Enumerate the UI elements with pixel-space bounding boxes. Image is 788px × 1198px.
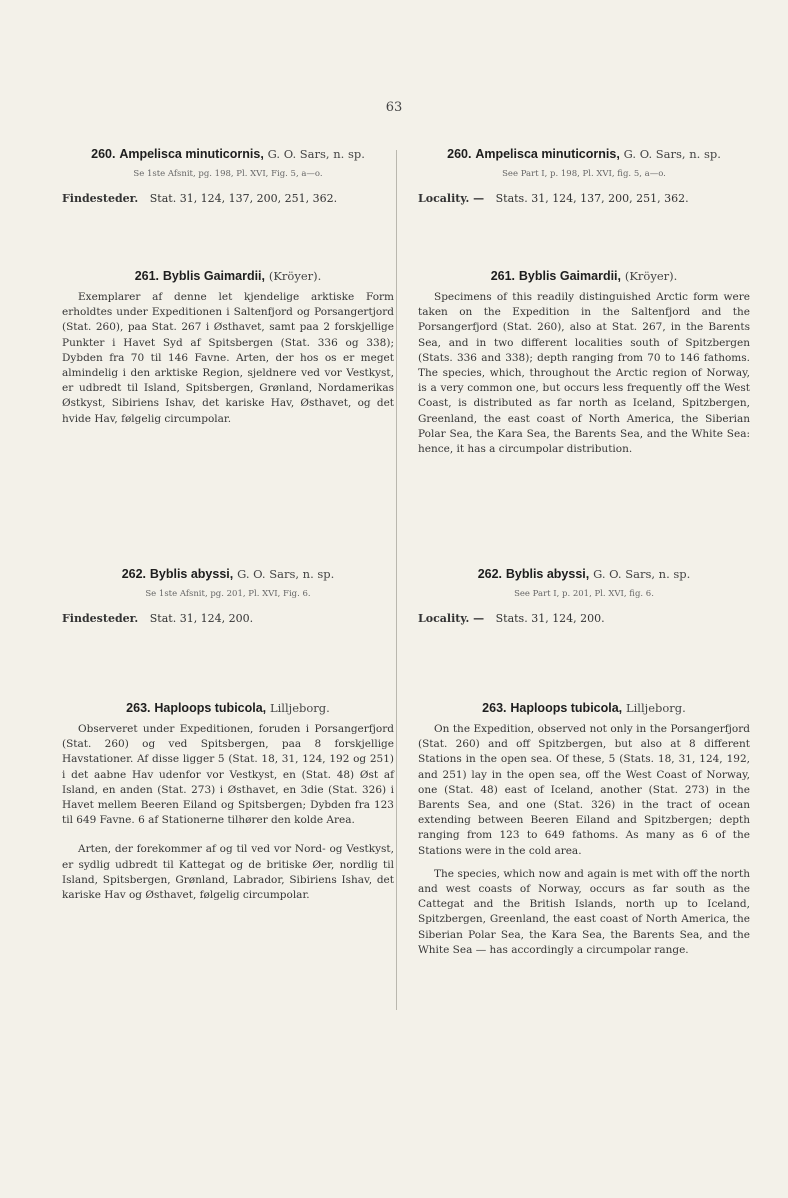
page-number: 63 <box>385 100 403 115</box>
plate-reference: Se 1ste Afsnit, pg. 201, Pl. XVI, Fig. 6. <box>145 589 311 599</box>
species-name: Haploops tubicola, <box>154 701 267 715</box>
entry-heading <box>418 566 750 582</box>
plate-reference: See Part I, p. 201, Pl. XVI, fig. 6. <box>514 589 654 599</box>
description-paragraph: Specimens of this readily distinguished Arctic form were taken on the Expedition in the Saltenfjord and the Porsangerfjord (Stat. 260), also at Stat. 267, in the Barents Sea, and in two different localities south of Spitzbergen (Stats. 336 and 338); depth ranging from 70 to 146 fathoms. The species, which, throughout the Arctic region of Norway, is a very common one, but occurs less frequently off the West Coast, is distributed as far north as Iceland, Spitzbergen, Greenland, the east coast of North America, the Siberian Polar Sea, the Kara Sea, the Barents Sea, and the White Sea: hence, it has a circumpolar distribution. <box>418 291 750 456</box>
entry-number: 263. <box>126 701 151 715</box>
locality-line <box>418 192 750 206</box>
distribution-paragraph: Arten, der forekommer af og til ved vor Nord- og Vestkyst, er sydlig udbredt til Kattegat og de britiske Øer, nordlig til Island, Spitsbergen, Grønland, Labrador, Sibiriens Ishav, det kariske Hav og Østhavet, følgelig circumpolar. <box>62 843 394 902</box>
plate-reference: See Part I, p. 198, Pl. XVI, fig. 5, a—o. <box>502 169 666 179</box>
locality-line <box>62 192 394 206</box>
entry-261-right <box>418 268 750 465</box>
entry-263-left <box>62 700 394 911</box>
species-name: Byblis abyssi, <box>505 567 590 581</box>
species-name: Byblis Gaimardii, <box>162 269 265 283</box>
entry-heading <box>62 146 394 162</box>
entry-number: 262. <box>121 567 147 581</box>
species-name: Ampelisca minuticornis, <box>475 147 620 161</box>
locality-stations: Stats. 31, 124, 200. <box>495 612 605 625</box>
distribution-paragraph: The species, which now and again is met with off the north and west coasts of Norway, occurs as far south as the Cattegat and the British Islands, north up to Iceland, Spitzbergen, Greenland, the east coast of North America, the Siberian Polar Sea, the Kara Sea, the Barents Sea, and the White Sea — has accordingly a circumpolar range. <box>418 867 750 956</box>
species-name: Ampelisca minuticornis, <box>119 147 264 161</box>
locality-label: Findesteder. <box>62 192 139 205</box>
species-author: G. O. Sars, n. sp. <box>623 147 721 161</box>
species-author: G. O. Sars, n. sp. <box>267 147 365 161</box>
entry-number: 262. <box>477 567 503 581</box>
entry-heading <box>418 700 750 716</box>
locality-stations: Stat. 31, 124, 137, 200, 251, 362. <box>149 192 338 205</box>
locality-label: Locality. — <box>418 612 485 625</box>
entry-262-right <box>418 566 750 626</box>
entry-262-left <box>62 566 394 626</box>
species-author: (Kröyer). <box>624 269 678 283</box>
entry-260-right <box>418 146 750 206</box>
entry-heading <box>62 700 394 716</box>
entry-260-left <box>62 146 394 206</box>
entry-number: 261. <box>490 269 516 283</box>
entry-heading <box>62 566 394 582</box>
entry-number: 261. <box>134 269 160 283</box>
column-divider <box>396 150 397 1010</box>
entry-261-left <box>62 268 394 435</box>
locality-label: Findesteder. <box>62 612 139 625</box>
species-name: Byblis Gaimardii, <box>518 269 621 283</box>
locality-line <box>62 612 394 626</box>
description-paragraph: Exemplarer af denne let kjendelige arktiske Form erholdtes under Expeditionen i Saltenfjord og Porsangertjord (Stat. 260), paa Stat. 267 i Østhavet, samt paa 2 forskjellige Punkter i Havet Syd af Spitsbergen (Stat. 336 og 338); Dybden fra 70 til 146 Favne. Arten, der hos os er meget almindelig i den arktiske Region, sjeldnere ved vor Vestkyst, er udbredt til Island, Spitsbergen, Grønland, Nordamerikas Østkyst, Sibiriens Ishav, det kariske Hav, Østhavet, og det hvide Hav, følgelig circumpolar. <box>62 291 394 425</box>
species-author: Lilljeborg. <box>625 701 686 715</box>
entry-heading <box>418 268 750 284</box>
entry-heading <box>418 146 750 162</box>
description-paragraph: Observeret under Expeditionen, foruden i Porsangerfjord (Stat. 260) og ved Spitsbergen, paa 8 forskjellige Havstationer. Af disse ligger 5 (Stat. 18, 31, 124, 192 og 251) i det aabne Hav udenfor vor Vestkyst, en (Stat. 48) Øst af Island, en anden (Stat. 273) i Østhavet, en 3die (Stat. 326) i Havet mellem Beeren Eiland og Spitsbergen; Dybden fra 123 til 649 Favne. 6 af Stationerne tilhører den kolde Area. <box>62 723 394 827</box>
species-name: Haploops tubicola, <box>510 701 623 715</box>
species-author: G. O. Sars, n. sp. <box>237 567 335 581</box>
species-author: Lilljeborg. <box>269 701 330 715</box>
locality-line <box>418 612 750 626</box>
locality-stations: Stat. 31, 124, 200. <box>149 612 254 625</box>
species-name: Byblis abyssi, <box>149 567 234 581</box>
entry-heading <box>62 268 394 284</box>
locality-stations: Stats. 31, 124, 137, 200, 251, 362. <box>495 192 689 205</box>
entry-number: 260. <box>91 147 116 161</box>
species-author: (Kröyer). <box>268 269 322 283</box>
locality-label: Locality. — <box>418 192 485 205</box>
species-author: G. O. Sars, n. sp. <box>593 567 691 581</box>
entry-263-right <box>418 700 750 966</box>
plate-reference: Se 1ste Afsnit, pg. 198, Pl. XVI, Fig. 5, a—o. <box>133 169 323 179</box>
entry-number: 263. <box>482 701 507 715</box>
description-paragraph: On the Expedition, observed not only in the Porsangerfjord (Stat. 260) and off Spitzbergen, but also at 8 different Stations in the open sea. Of these, 5 (Stats. 18, 31, 124, 192, and 251) lay in the open sea, off the West Coast of Norway, one (Stat. 48) east of Iceland, another (Stat. 273) in the Barents Sea, and one (Stat. 326) in the tract of ocean extending between Beeren Eiland and Spitzbergen; depth ranging from 123 to 649 fathoms. As many as 6 of the Stations were in the cold area. <box>418 723 750 857</box>
entry-number: 260. <box>447 147 472 161</box>
